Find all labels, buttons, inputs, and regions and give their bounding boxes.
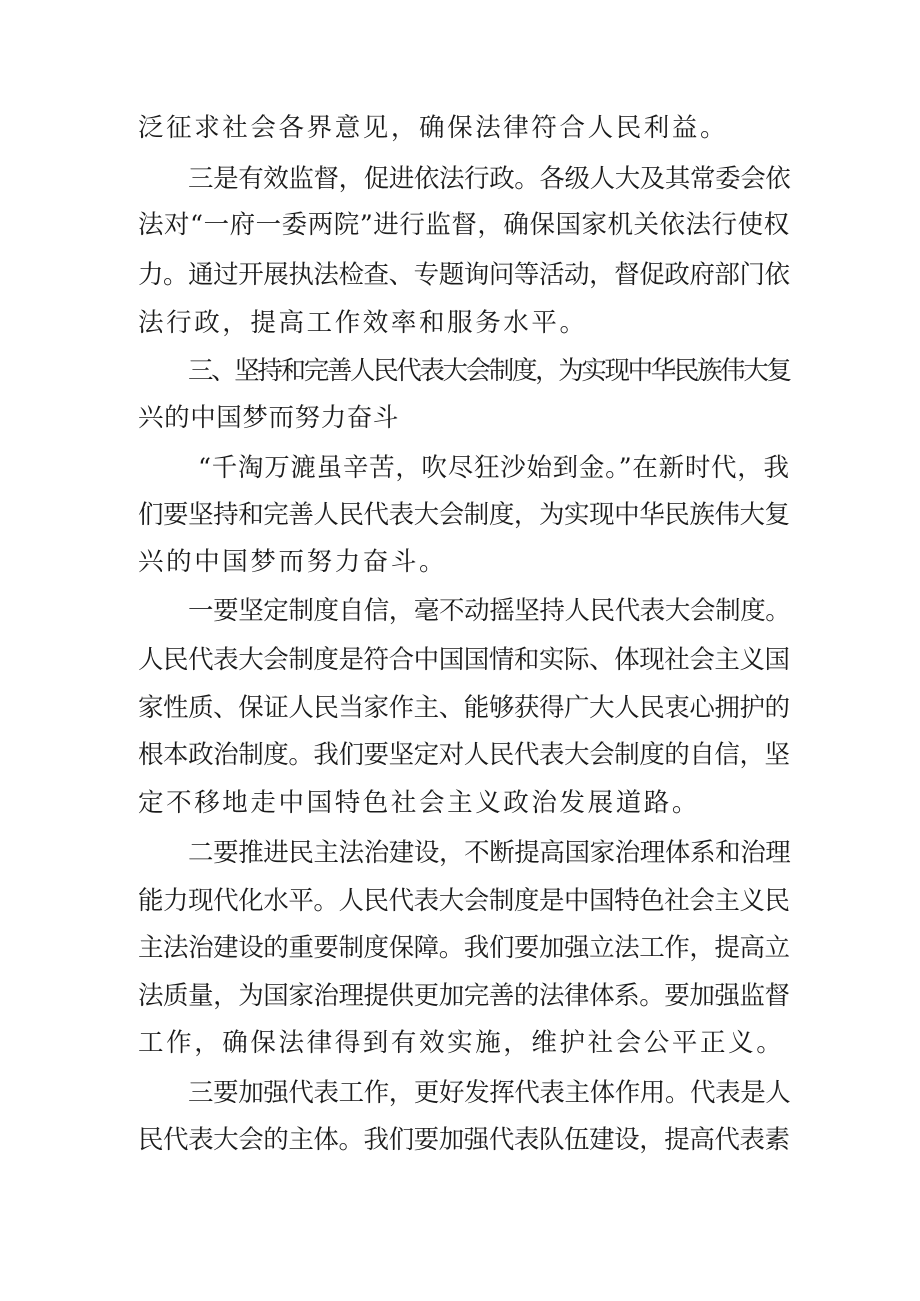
section-heading: 兴的中国梦而努力奋斗 xyxy=(138,403,400,433)
text-line: 工作，确保法律得到有效实施，维护社会公平正义。 xyxy=(138,1028,785,1058)
text-line: 力。通过开展执法检查、专题询问等活动，督促政府部门依 xyxy=(138,260,790,290)
text-line: 三是有效监督，促进依法行政。各级人大及其常委会依 xyxy=(188,164,791,194)
text-line: 能力现代化水平。人民代表大会制度是中国特色社会主义民 xyxy=(138,886,790,916)
text-line: 三要加强代表工作，更好发挥代表主体作用。代表是人 xyxy=(188,1078,791,1108)
text-line: 家性质、保证人民当家作主、能够获得广大人民衷心拥护的 xyxy=(138,693,790,723)
text-line: 法对“一府一委两院”进行监督，确保国家机关依法行使权 xyxy=(138,210,790,240)
text-line: 人民代表大会制度是符合中国国情和实际、体现社会主义国 xyxy=(138,645,790,675)
text-line: 兴的中国梦而努力奋斗。 xyxy=(138,547,448,577)
text-line: 一要坚定制度自信，毫不动摇坚持人民代表大会制度。 xyxy=(188,596,791,626)
text-line: 定不移地走中国特色社会主义政治发展道路。 xyxy=(138,788,701,818)
text-line: 主法治建设的重要制度保障。我们要加强立法工作，提高立 xyxy=(138,933,790,963)
text-line: 民代表大会的主体。我们要加强代表队伍建设，提高代表素 xyxy=(138,1125,790,1155)
text-line: 二要推进民主法治建设，不断提高国家治理体系和治理 xyxy=(188,838,791,868)
text-line: 们要坚持和完善人民代表大会制度，为实现中华民族伟大复 xyxy=(138,500,790,530)
text-line: “千淘万漉虽辛苦，吹尽狂沙始到金。”在新时代，我 xyxy=(198,453,790,483)
text-line: 泛征求社会各界意见，确保法律符合人民利益。 xyxy=(138,113,729,143)
section-heading: 三、坚持和完善人民代表大会制度，为实现中华民族伟大复 xyxy=(188,356,790,386)
text-line: 法行政，提高工作效率和服务水平。 xyxy=(138,308,588,338)
text-line: 根本政治制度。我们要坚定对人民代表大会制度的自信，坚 xyxy=(138,740,790,770)
text-line: 法质量，为国家治理提供更加完善的法律体系。要加强监督 xyxy=(138,981,790,1011)
